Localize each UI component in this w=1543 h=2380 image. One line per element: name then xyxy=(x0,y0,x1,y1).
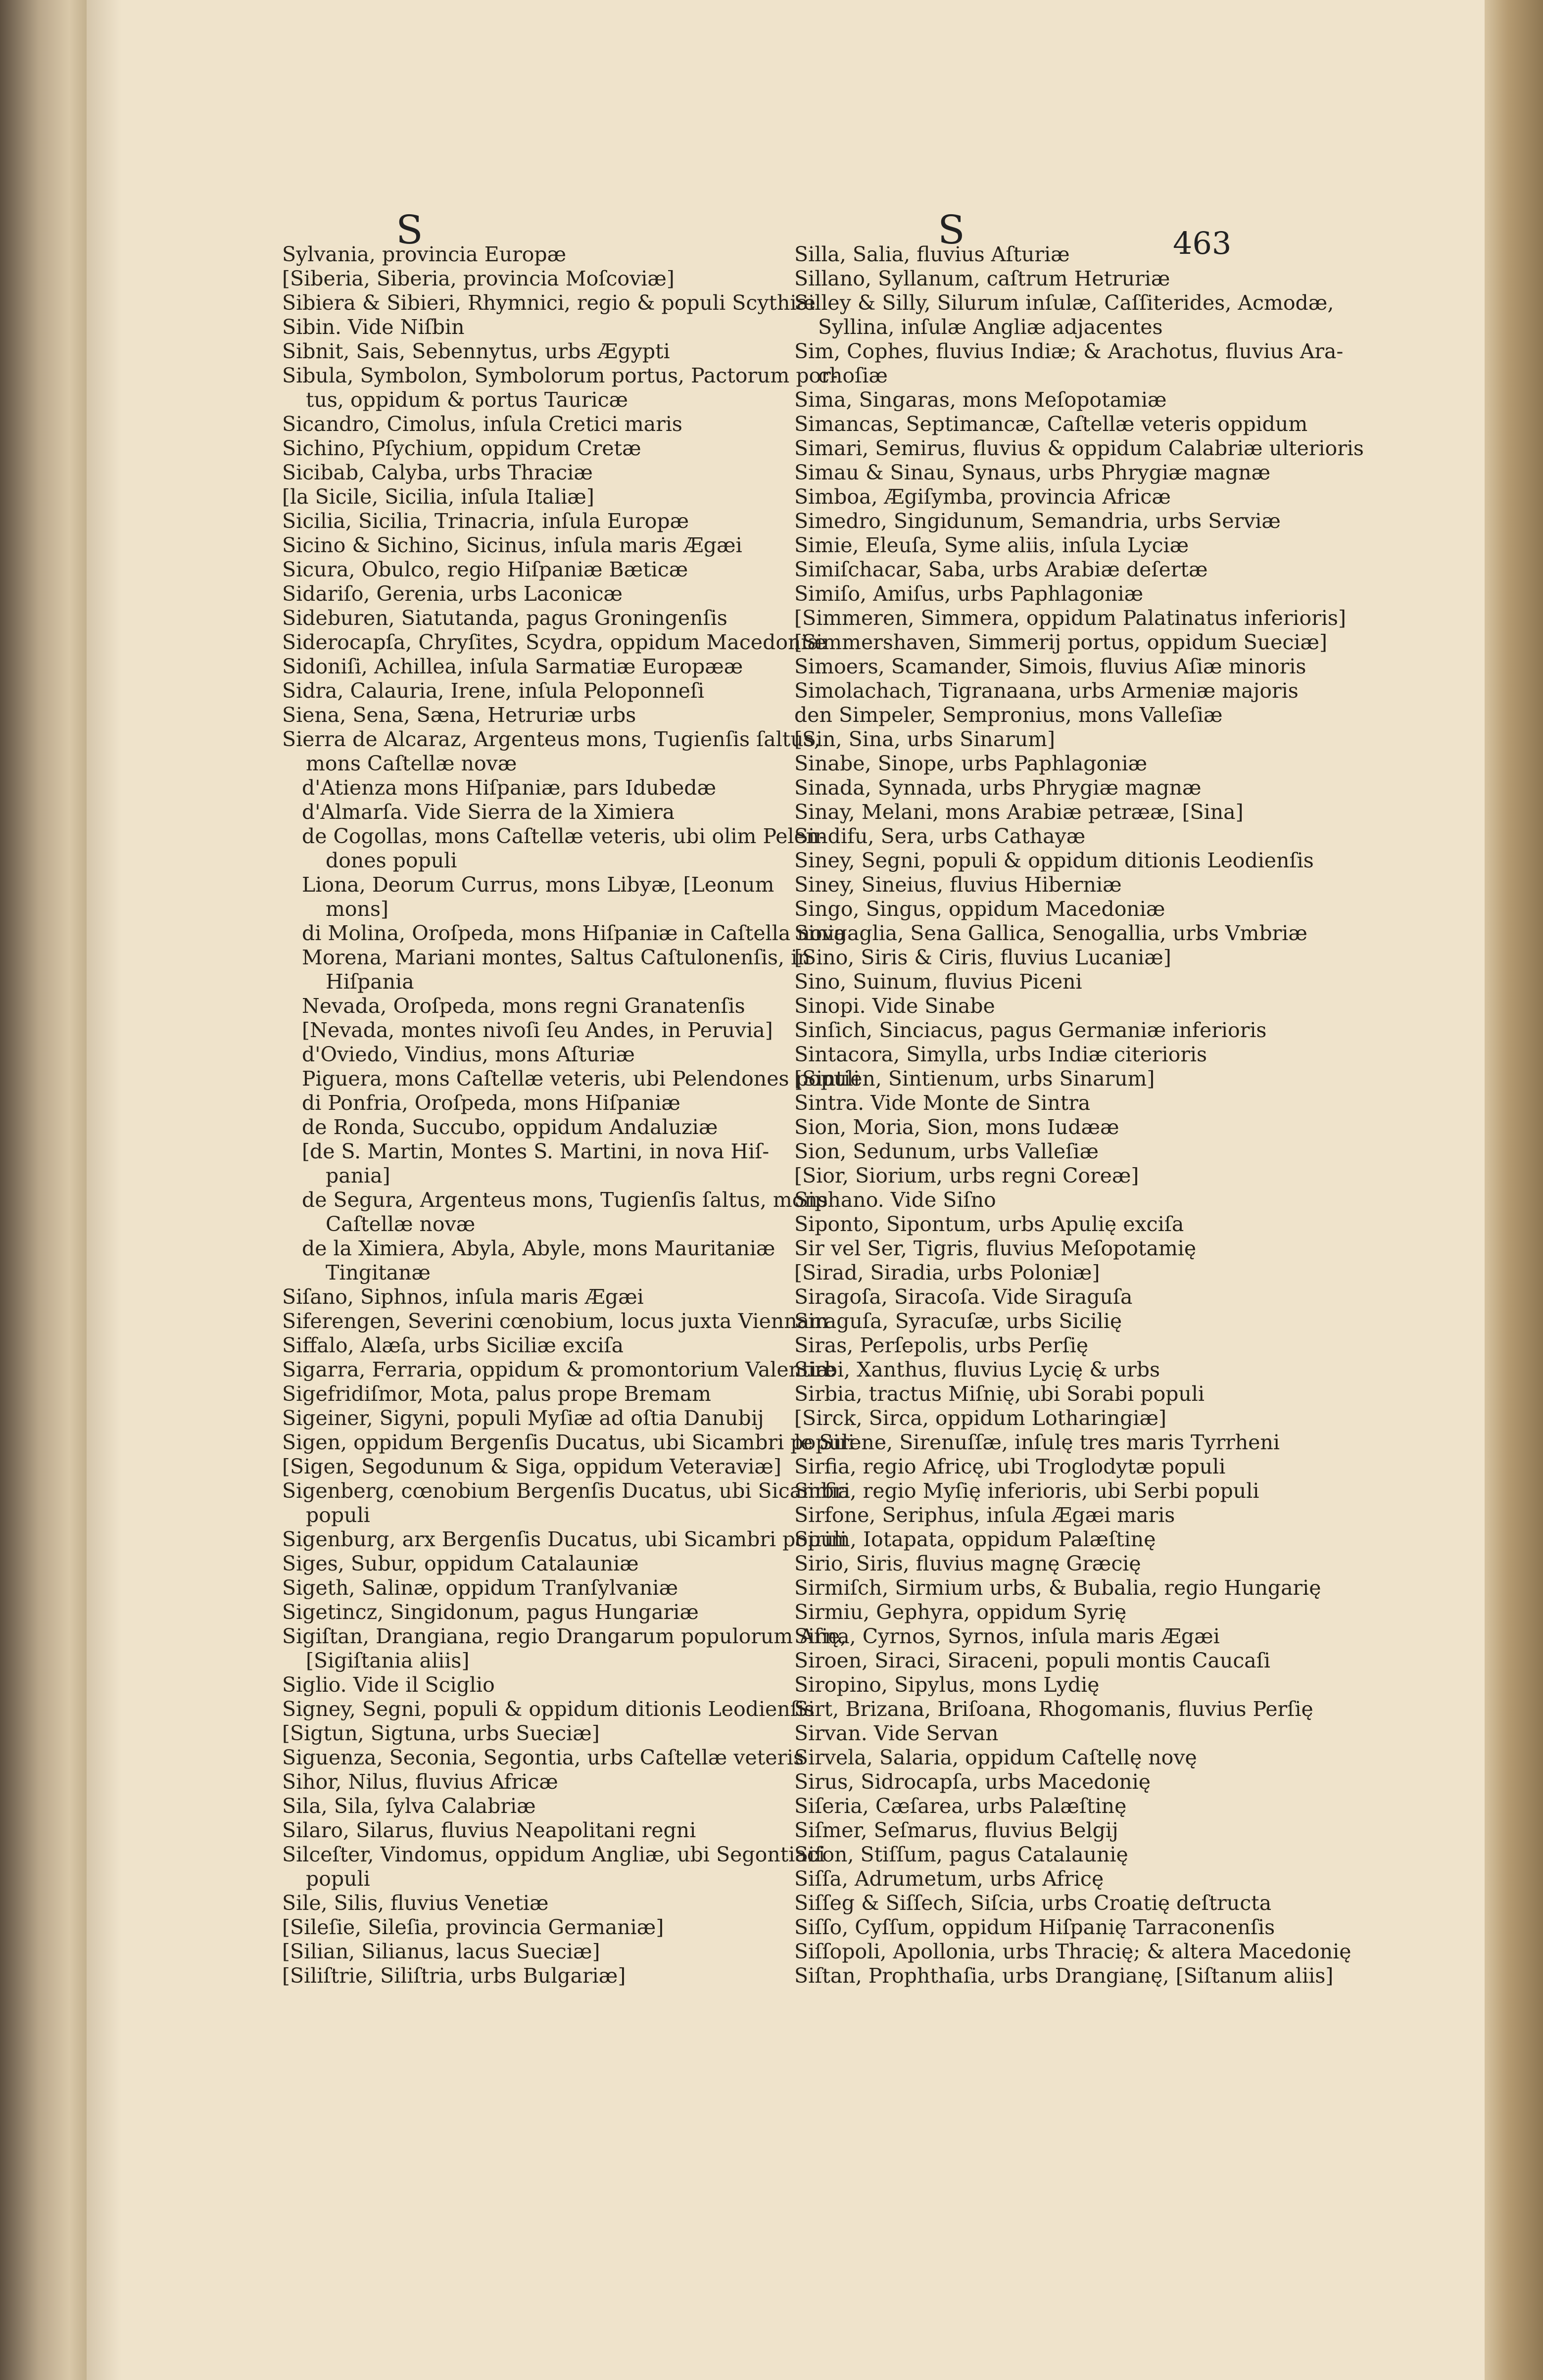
dictionary-entry-line: Siras, Perſepolis, urbs Perſię xyxy=(794,1333,1089,1357)
dictionary-entry-line: Syllina, inſulæ Angliæ adjacentes xyxy=(818,315,1163,339)
dictionary-entry-line: Sirfia, regio Africę, ubi Troglodytæ populi xyxy=(794,1455,1226,1478)
dictionary-entry-line: Sicandro, Cimolus, inſula Cretici maris xyxy=(282,412,682,436)
dictionary-entry-line: Siffalo, Alæſa, urbs Siciliæ exciſa xyxy=(282,1333,624,1357)
dictionary-entry-line: [Siliſtrie, Siliſtria, urbs Bulgariæ] xyxy=(282,1964,626,1988)
dictionary-entry-line: Siropino, Sipylus, mons Lydię xyxy=(794,1673,1100,1697)
dictionary-entry-line: Sicilia, Sicilia, Trinacria, inſula Europæ xyxy=(282,509,689,533)
dictionary-entry-line: [Sigiſtania aliis] xyxy=(306,1649,470,1672)
dictionary-entry-line: Tingitanæ xyxy=(326,1261,431,1285)
dictionary-entry-line: Sillano, Syllanum, caſtrum Hetruriæ xyxy=(794,267,1170,290)
dictionary-entry-line: Simiſo, Amiſus, urbs Paphlagoniæ xyxy=(794,582,1144,606)
dictionary-entry-line: Sibin. Vide Niſbin xyxy=(282,315,465,339)
dictionary-entry-line: d'Atienza mons Hiſpaniæ, pars Idubedæ xyxy=(302,776,717,800)
dictionary-entry-line: Siguenza, Seconia, Segontia, urbs Caſtellæ veteris xyxy=(282,1746,804,1769)
dictionary-entry-line: Sibula, Symbolon, Symbolorum portus, Pactorum por- xyxy=(282,364,838,387)
dictionary-entry-line: Simancas, Septimancæ, Caſtellæ veteris oppidum xyxy=(794,412,1308,436)
dictionary-entry-line: Sirus, Sidrocapſa, urbs Macedonię xyxy=(794,1770,1151,1794)
page-number: 463 xyxy=(1173,225,1232,261)
dictionary-entry-line: Sirmiu, Gephyra, oppidum Syrię xyxy=(794,1600,1127,1624)
dictionary-entry-line: Sigetincz, Singidonum, pagus Hungariæ xyxy=(282,1600,699,1624)
dictionary-entry-line: de Ronda, Succubo, oppidum Andaluziæ xyxy=(302,1115,718,1139)
dictionary-entry-line: di Molina, Oroſpeda, mons Hiſpaniæ in Caſtella nova xyxy=(302,921,846,945)
dictionary-entry-line: Siſtan, Prophthaſia, urbs Drangianę, [Siſtanum aliis] xyxy=(794,1964,1334,1988)
dictionary-entry-line: Signey, Segni, populi & oppidum ditionis Leodienſis xyxy=(282,1697,815,1721)
right-column-heading: S xyxy=(938,207,965,253)
dictionary-entry-line: [Simmeren, Simmera, oppidum Palatinatus inferioris] xyxy=(794,606,1346,630)
dictionary-entry-line: Sihor, Nilus, fluvius Africæ xyxy=(282,1770,558,1794)
dictionary-entry-line: Simedro, Singidunum, Semandria, urbs Serviæ xyxy=(794,509,1281,533)
dictionary-entry-line: Sicura, Obulco, regio Hiſpaniæ Bæticæ xyxy=(282,558,688,581)
dictionary-entry-line: Singo, Singus, oppidum Macedoniæ xyxy=(794,897,1165,921)
dictionary-entry-line: den Simpeler, Sempronius, mons Valleſiæ xyxy=(794,703,1223,727)
dictionary-entry-line: Siges, Subur, oppidum Catalauniæ xyxy=(282,1552,639,1575)
dictionary-entry-line: Siglio. Vide il Sciglio xyxy=(282,1673,495,1697)
dictionary-entry-line: [Sirck, Sirca, oppidum Lotharingiæ] xyxy=(794,1406,1167,1430)
dictionary-entry-line: Sim, Cophes, fluvius Indiæ; & Arachotus, fluvius Ara- xyxy=(794,339,1344,363)
dictionary-entry-line: Simari, Semirus, fluvius & oppidum Calabriæ ulterioris xyxy=(794,436,1364,460)
dictionary-entry-line: Sion, Moria, Sion, mons Iudææ xyxy=(794,1115,1119,1139)
dictionary-entry-line: [Sirad, Siradia, urbs Poloniæ] xyxy=(794,1261,1100,1285)
dictionary-entry-line: Siſeria, Cæſarea, urbs Palæſtinę xyxy=(794,1794,1127,1818)
dictionary-entry-line: Silceſter, Vindomus, oppidum Angliæ, ubi Segontiaci xyxy=(282,1843,825,1866)
dictionary-entry-line: Silley & Silly, Silurum inſulæ, Caſſiterides, Acmodæ, xyxy=(794,291,1334,315)
dictionary-entry-line: Sidariſo, Gerenia, urbs Laconicæ xyxy=(282,582,623,606)
dictionary-entry-line: Sirvan. Vide Servan xyxy=(794,1721,999,1745)
dictionary-entry-line: Piguera, mons Caſtellæ veteris, ubi Pelendones populi xyxy=(302,1067,860,1091)
dictionary-entry-line: Sila, Sila, ſylva Calabriæ xyxy=(282,1794,536,1818)
dictionary-entry-line: Siponto, Sipontum, urbs Apulię exciſa xyxy=(794,1212,1184,1236)
dictionary-entry-line: Caſtellæ novæ xyxy=(326,1212,476,1236)
dictionary-entry-line: Hiſpania xyxy=(326,970,414,994)
dictionary-entry-line: Sir vel Ser, Tigris, fluvius Meſopotamię xyxy=(794,1237,1197,1260)
dictionary-entry-line: Sirmiſch, Sirmium urbs, & Bubalia, regio Hungarię xyxy=(794,1576,1321,1600)
dictionary-entry-line: [Sintien, Sintienum, urbs Sinarum] xyxy=(794,1067,1155,1091)
dictionary-entry-line: [Sigtun, Sigtuna, urbs Sueciæ] xyxy=(282,1721,600,1745)
dictionary-entry-line: Siſon, Stiſſum, pagus Catalaunię xyxy=(794,1843,1128,1866)
dictionary-entry-line: Sinabe, Sinope, urbs Paphlagoniæ xyxy=(794,752,1148,775)
dictionary-entry-line: de Segura, Argenteus mons, Tugienſis ſaltus, mons xyxy=(302,1188,828,1212)
dictionary-entry-line: Simboa, Ægiſymba, provincia Africæ xyxy=(794,485,1171,509)
dictionary-entry-line: Sidoniſi, Achillea, inſula Sarmatiæ Europææ xyxy=(282,655,743,678)
dictionary-entry-line: choſiæ xyxy=(818,364,888,387)
dictionary-entry-line: Silaro, Silarus, fluvius Neapolitani regni xyxy=(282,1818,696,1842)
dictionary-entry-line: Sintacora, Simylla, urbs Indiæ citerioris xyxy=(794,1043,1207,1066)
dictionary-entry-line: Siena, Sena, Sæna, Hetruriæ urbs xyxy=(282,703,636,727)
dictionary-entry-line: Siſmer, Seſmarus, fluvius Belgij xyxy=(794,1818,1118,1842)
dictionary-entry-line: Sibiera & Sibieri, Rhymnici, regio & populi Scythiæ xyxy=(282,291,816,315)
dictionary-entry-line: Sinigaglia, Sena Gallica, Senogallia, urbs Vmbriæ xyxy=(794,921,1307,945)
dictionary-entry-line: Siſſa, Adrumetum, urbs Africę xyxy=(794,1867,1104,1891)
dictionary-entry-line: Sinada, Synnada, urbs Phrygiæ magnæ xyxy=(794,776,1202,800)
dictionary-entry-line: Sigeth, Salinæ, oppidum Tranſylvaniæ xyxy=(282,1576,678,1600)
dictionary-entry-line: Sindifu, Sera, urbs Cathayæ xyxy=(794,824,1086,848)
dictionary-entry-line: Sirbi, Xanthus, fluvius Lycię & urbs xyxy=(794,1358,1160,1381)
dictionary-entry-line: Siraguſa, Syracuſæ, urbs Sicilię xyxy=(794,1309,1122,1333)
dictionary-entry-line: Simiſchacar, Saba, urbs Arabiæ deſertæ xyxy=(794,558,1208,581)
dictionary-entry-line: Sigen, oppidum Bergenſis Ducatus, ubi Sicambri populi xyxy=(282,1430,855,1454)
dictionary-entry-line: dones populi xyxy=(326,849,457,872)
dictionary-entry-line: Sigeiner, Sigyni, populi Myſiæ ad oſtia Danubij xyxy=(282,1406,764,1430)
dictionary-entry-line: tus, oppidum & portus Tauricæ xyxy=(306,388,628,412)
dictionary-entry-line: Sigiſtan, Drangiana, regio Drangarum populorum Aſię, xyxy=(282,1624,847,1648)
dictionary-entry-line: pania] xyxy=(326,1164,390,1188)
dictionary-entry-line: [Sileſie, Sileſia, provincia Germaniæ] xyxy=(282,1915,664,1939)
dictionary-entry-line: Siney, Sineius, fluvius Hiberniæ xyxy=(794,873,1122,897)
dictionary-entry-line: [Nevada, montes nivoſi ſeu Andes, in Peruvia] xyxy=(302,1018,773,1042)
dictionary-entry-line: Sirbia, tractus Miſnię, ubi Sorabi populi xyxy=(794,1382,1205,1406)
dictionary-entry-line: Sirio, Siris, fluvius magnę Græcię xyxy=(794,1552,1141,1575)
dictionary-entry-line: Morena, Mariani montes, Saltus Caſtulonenſis, in xyxy=(302,946,811,969)
dictionary-entry-line: Sigefridiſmor, Mota, palus prope Bremam xyxy=(282,1382,712,1406)
dictionary-entry-line: Sicibab, Calyba, urbs Thraciæ xyxy=(282,461,593,484)
dictionary-entry-line: Sinay, Melani, mons Arabiæ petrææ, [Sina] xyxy=(794,800,1244,824)
dictionary-entry-line: [Simmershaven, Simmerij portus, oppidum Sueciæ] xyxy=(794,630,1328,654)
dictionary-entry-line: [Sin, Sina, urbs Sinarum] xyxy=(794,727,1056,751)
dictionary-entry-line: Simoers, Scamander, Simois, fluvius Aſiæ minoris xyxy=(794,655,1306,678)
dictionary-entry-line: mons Caſtellæ novæ xyxy=(306,752,517,775)
dictionary-entry-line: Sirfone, Seriphus, inſula Ægæi maris xyxy=(794,1503,1175,1527)
dictionary-entry-line: Siroen, Siraci, Siraceni, populi montis Caucaſi xyxy=(794,1649,1271,1672)
dictionary-entry-line: Sirfia, regio Myſię inferioris, ubi Serbi populi xyxy=(794,1479,1259,1503)
dictionary-entry-line: di Ponfria, Oroſpeda, mons Hiſpaniæ xyxy=(302,1091,680,1115)
dictionary-entry-line: de Cogollas, mons Caſtellæ veteris, ubi olim Pelen- xyxy=(302,824,826,848)
dictionary-entry-line: Siſſeg & Siſſech, Siſcia, urbs Croatię deſtructa xyxy=(794,1891,1272,1915)
dictionary-entry-line: de la Ximiera, Abyla, Abyle, mons Mauritaniæ xyxy=(302,1237,775,1260)
dictionary-entry-line: Liona, Deorum Currus, mons Libyæ, [Leonum xyxy=(302,873,774,897)
dictionary-entry-line: Sinſich, Sinciacus, pagus Germaniæ inferioris xyxy=(794,1018,1267,1042)
book-gutter-left xyxy=(0,0,87,2380)
dictionary-entry-line: d'Almarſa. Vide Sierra de la Ximiera xyxy=(302,800,675,824)
left-column-heading: S xyxy=(396,207,423,253)
dictionary-entry-line: [Sigen, Segodunum & Siga, oppidum Veteraviæ] xyxy=(282,1455,781,1478)
right-column xyxy=(794,242,1364,1988)
dictionary-entry-line: Sichino, Pſychium, oppidum Cretæ xyxy=(282,436,641,460)
dictionary-entry-line: Sirt, Brizana, Briſoana, Rhogomanis, fluvius Perſię xyxy=(794,1697,1313,1721)
dictionary-entry-line: Siſſo, Cyſſum, oppidum Hiſpanię Tarraconenſis xyxy=(794,1915,1275,1939)
dictionary-entry-line: Siſano, Siphnos, inſula maris Ægæi xyxy=(282,1285,644,1309)
dictionary-entry-line: Simau & Sinau, Synaus, urbs Phrygiæ magnæ xyxy=(794,461,1271,484)
dictionary-entry-line: Siferengen, Severini cœnobium, locus juxta Viennam xyxy=(282,1309,829,1333)
dictionary-entry-line: Silla, Salia, fluvius Aſturiæ xyxy=(794,242,1070,266)
dictionary-entry-line: Sintra. Vide Monte de Sintra xyxy=(794,1091,1091,1115)
dictionary-entry-line: Nevada, Oroſpeda, mons regni Granatenſis xyxy=(302,994,745,1018)
dictionary-entry-line: populi xyxy=(306,1503,370,1527)
dictionary-entry-line: Sicino & Sichino, Sicinus, inſula maris Ægæi xyxy=(282,533,742,557)
dictionary-entry-line: Sigenberg, cœnobium Bergenſis Ducatus, ubi Sicambri xyxy=(282,1479,850,1503)
dictionary-entry-line: Siney, Segni, populi & oppidum ditionis Leodienſis xyxy=(794,849,1314,872)
dictionary-entry-line: Sierra de Alcaraz, Argenteus mons, Tugienſis ſaltus, xyxy=(282,727,820,751)
page-edges-right xyxy=(1485,0,1543,2380)
dictionary-entry-line: [Sino, Siris & Ciris, fluvius Lucaniæ] xyxy=(794,946,1171,969)
dictionary-entry-line: [Siberia, Siberia, provincia Moſcoviæ] xyxy=(282,267,675,290)
dictionary-entry-line: Sino, Suinum, fluvius Piceni xyxy=(794,970,1082,994)
dictionary-entry-line: Sima, Singaras, mons Meſopotamiæ xyxy=(794,388,1167,412)
dictionary-entry-line: [la Sicile, Sicilia, inſula Italiæ] xyxy=(282,485,594,509)
dictionary-entry-line: Sirvela, Salaria, oppidum Caſtellę novę xyxy=(794,1746,1197,1769)
dictionary-entry-line: Siderocapſa, Chryſites, Scydra, oppidum Macedoniæ xyxy=(282,630,827,654)
dictionary-entry-line: Siphano. Vide Siſno xyxy=(794,1188,996,1212)
dictionary-entry-line: Siragoſa, Siracoſa. Vide Siraguſa xyxy=(794,1285,1133,1309)
book-page xyxy=(87,0,1485,2380)
dictionary-entry-line: Sidra, Calauria, Irene, inſula Peloponneſi xyxy=(282,679,705,703)
dictionary-entry-line: le Sirene, Sirenuſſæ, inſulę tres maris Tyrrheni xyxy=(794,1430,1280,1454)
dictionary-entry-line: Sile, Silis, fluvius Venetiæ xyxy=(282,1891,549,1915)
dictionary-entry-line: [de S. Martin, Montes S. Martini, in nova Hiſ- xyxy=(302,1140,770,1163)
dictionary-entry-line: Sigarra, Ferraria, oppidum & promontorium Valentiæ xyxy=(282,1358,836,1381)
dictionary-entry-line: [Silian, Silianus, lacus Sueciæ] xyxy=(282,1940,600,1963)
dictionary-entry-line: populi xyxy=(306,1867,370,1891)
dictionary-entry-line: Simolachach, Tigranaana, urbs Armeniæ majoris xyxy=(794,679,1299,703)
dictionary-entry-line: Sigenburg, arx Bergenſis Ducatus, ubi Sicambri populi xyxy=(282,1527,847,1551)
dictionary-entry-line: Siſſopoli, Apollonia, urbs Thracię; & altera Macedonię xyxy=(794,1940,1351,1963)
dictionary-entry-line: Sion, Sedunum, urbs Valleſiæ xyxy=(794,1140,1099,1163)
dictionary-entry-line: Sibnit, Sais, Sebennytus, urbs Ægypti xyxy=(282,339,670,363)
dictionary-entry-line: Simie, Eleuſa, Syme aliis, inſula Lyciæ xyxy=(794,533,1189,557)
dictionary-entry-line: mons] xyxy=(326,897,389,921)
dictionary-entry-line: Sirim, Iotapata, oppidum Palæſtinę xyxy=(794,1527,1156,1551)
dictionary-entry-line: Sirna, Cyrnos, Syrnos, inſula maris Ægæi xyxy=(794,1624,1220,1648)
dictionary-entry-line: Sinopi. Vide Sinabe xyxy=(794,994,995,1018)
dictionary-entry-line: Sylvania, provincia Europæ xyxy=(282,242,567,266)
dictionary-entry-line: Sideburen, Siatutanda, pagus Groningenſis xyxy=(282,606,727,630)
dictionary-entry-line: [Sior, Siorium, urbs regni Coreæ] xyxy=(794,1164,1139,1188)
dictionary-entry-line: d'Oviedo, Vindius, mons Aſturiæ xyxy=(302,1043,635,1066)
